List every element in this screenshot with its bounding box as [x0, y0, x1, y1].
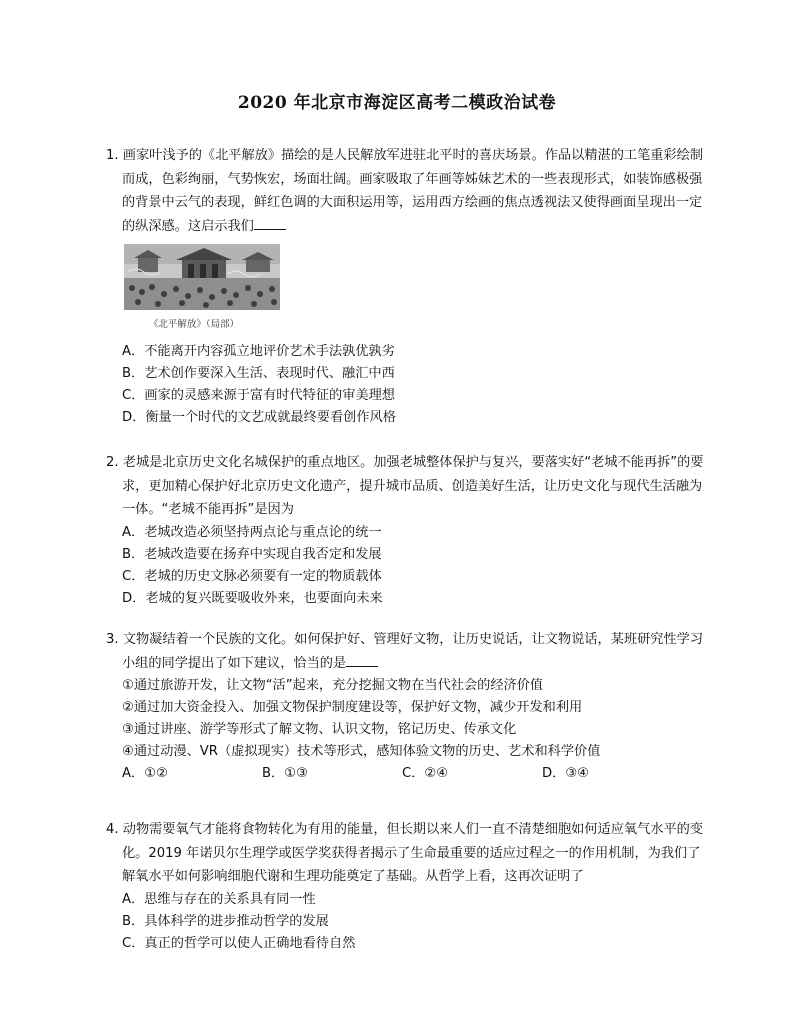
question-3 [106, 628, 706, 785]
choices-row [122, 763, 706, 785]
option-d[interactable]: D．衡量一个时代的文艺成就最终要看创作风格 [122, 409, 396, 425]
option-c[interactable]: C．画家的灵感来源于富有时代特征的审美理想 [122, 387, 395, 403]
answer-blank [254, 217, 286, 230]
statement-2: ②通过加大资金投入、加强文物保护制度建设等，保护好文物，减少开发和利用 [122, 700, 583, 715]
option-a[interactable]: A．老城改造必须坚持两点论与重点论的统一 [122, 524, 382, 540]
option-b[interactable]: B．老城改造要在扬弃中实现自我否定和发展 [122, 546, 382, 562]
question-stem: 1. 画家叶浅予的《北平解放》描绘的是人民解放军进驻北平时的喜庆场景。作品以精湛的工笔重彩绘制而成，色彩绚丽，气势恢宏，场面壮阔。画家吸取了年画等姊妹艺术的一些表现形式，如装饰感极强的背景中云气的表现，鲜红色调的大面积运用等，运用西方绘画的焦点透视法又使得画面呈现出一定的纵深感。这启示我们 [106, 148, 704, 234]
question-4 [106, 818, 706, 955]
answer-blank [346, 654, 378, 667]
question-1 [106, 144, 706, 429]
statement-1: ①通过旅游开发，让文物“活”起来，充分挖掘文物在当代社会的经济价值 [122, 678, 544, 693]
option-c[interactable]: C．老城的历史文脉必须要有一定的物质载体 [122, 568, 382, 584]
figure-caption: 《北平解放》（局部） [148, 319, 240, 330]
painting-image [124, 244, 280, 310]
statement-4: ④通过动漫、VR（虚拟现实）技术等形式，感知体验文物的历史、艺术和科学价值 [122, 744, 601, 759]
option-b[interactable]: B．①③ [262, 766, 308, 781]
option-a[interactable]: A．①② [122, 766, 168, 781]
question-stem: 4. 动物需要氧气才能将食物转化为有用的能量，但长期以来人们一直不清楚细胞如何适应氧气水平的变化。2019 年诺贝尔生理学或医学奖获得者揭示了生命最重要的适应过程之一的作用机制，为我们了解氧水平如何影响细胞代谢和生理功能奠定了基础。从哲学上看，这再次证明了 [106, 822, 704, 884]
option-d[interactable]: D．老城的复兴既要吸收外来，也要面向未来 [122, 590, 383, 606]
option-a[interactable]: A．不能离开内容孤立地评价艺术手法孰优孰劣 [122, 343, 395, 359]
option-b[interactable]: B．艺术创作要深入生活、表现时代、融汇中西 [122, 365, 395, 381]
page-title: 2020 年北京市海淀区高考二模政治试卷 [237, 93, 557, 113]
painting-figure [124, 244, 284, 337]
question-2 [106, 451, 706, 610]
question-stem: 2. 老城是北京历史文化名城保护的重点地区。加强老城整体保护与复兴，要落实好“老城不能再拆”的要求，更加精心保护好北京历史文化遗产，提升城市品质、创造美好生活，让历史文化与现代生活融为一体。“老城不能再拆”是因为 [106, 455, 704, 517]
option-d[interactable]: D．③④ [542, 766, 589, 781]
option-b[interactable]: B．具体科学的进步推动哲学的发展 [122, 913, 329, 929]
option-c[interactable]: C．真正的哲学可以使人正确地看待自然 [122, 935, 356, 951]
option-a[interactable]: A．思维与存在的关系具有同一性 [122, 891, 316, 907]
option-c[interactable]: C．②④ [402, 766, 449, 781]
statement-3: ③通过讲座、游学等形式了解文物、认识文物，铭记历史、传承文化 [122, 722, 517, 737]
question-stem: 3. 文物凝结着一个民族的文化。如何保护好、管理好文物，让历史说话，让文物说话，某班研究性学习小组的同学提出了如下建议，恰当的是 [106, 632, 704, 671]
